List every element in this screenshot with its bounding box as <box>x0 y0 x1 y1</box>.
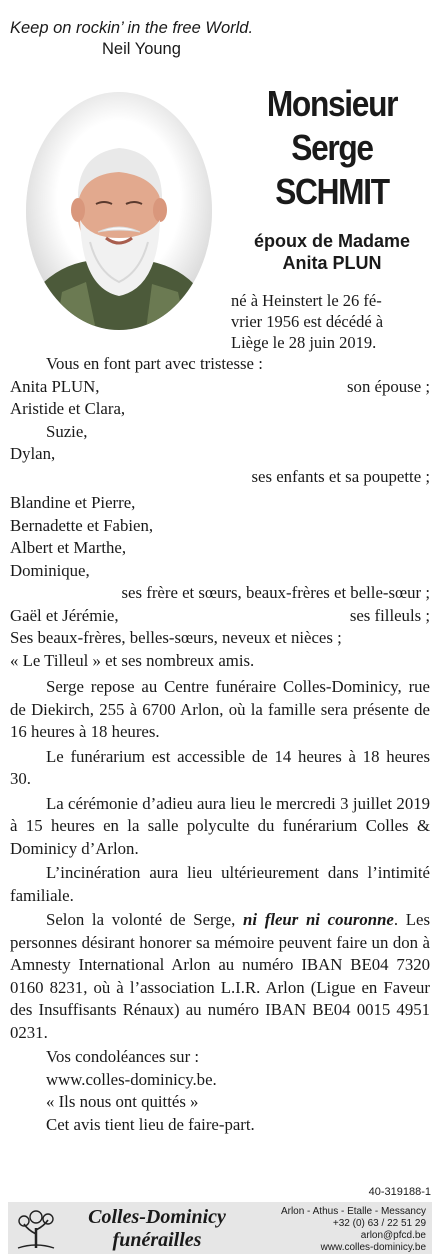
tree-logo-icon <box>14 1208 58 1250</box>
intro-text: Vous en font part avec tristesse : <box>46 354 263 373</box>
deceased-first-name: Serge <box>291 127 373 168</box>
deceased-last-name: SCHMIT <box>275 171 389 212</box>
godchildren-name: Gaël et Jérémie, <box>10 605 119 625</box>
birth-line-1: né à Heinstert le 26 fé- <box>231 291 382 310</box>
birth-line-3: Liège le 28 juin 2019. <box>231 333 377 352</box>
child-2: Suzie, <box>46 421 88 441</box>
spouse-line-1: époux de Madame <box>253 231 411 251</box>
sibling-4: Dominique, <box>10 560 90 580</box>
funeral-home-brand <box>62 1206 252 1252</box>
announcement-body <box>10 353 430 1136</box>
repose-paragraph: Serge repose au Centre funéraire Colles-Dominicy, rue de Diekirch, 255 à 6700 Arlon, où la famille sera présente de 16 heures à 18 heures. <box>10 677 430 741</box>
epigraph-text: Keep on rockin’ in the free World. <box>10 19 254 37</box>
siblings-role: ses frère et sœurs, beaux-frères et belle-sœur ; <box>121 583 430 602</box>
condolences-line: Vos condoléances sur : <box>46 1047 200 1066</box>
section-name: « Ils nous ont quittés » <box>46 1092 199 1111</box>
wish-start: Selon la volonté de Serge, <box>46 910 244 929</box>
epigraph <box>10 18 253 60</box>
wish-emphasis: ni fleur ni couronne <box>243 910 394 929</box>
spouse-line <box>226 230 438 274</box>
friends-line: « Le Tilleul » et ses nombreux amis. <box>10 650 255 670</box>
contact-web[interactable]: www.colles-dominicy.be <box>320 1242 426 1253</box>
spouse-role: son épouse ; <box>347 376 430 396</box>
contact-email[interactable]: arlon@pfcd.be <box>360 1230 426 1241</box>
brand-name: Colles-Dominicy <box>88 1206 226 1228</box>
ceremony-paragraph: La cérémonie d’adieu aura lieu le mercredi 3 juillet 2019 à 15 heures en la salle polyculte du funérarium Colles & Dominicy d’Arlon. <box>10 793 430 858</box>
deceased-title: Monsieur <box>266 83 398 124</box>
funeral-home-footer <box>8 1202 432 1254</box>
godchildren-row <box>10 605 430 628</box>
sibling-2: Bernadette et Fabien, <box>10 515 154 535</box>
godchildren-role: ses filleuls ; <box>349 605 430 625</box>
deceased-name <box>226 82 438 214</box>
sibling-3: Albert et Marthe, <box>10 538 127 557</box>
children-role: ses enfants et sa poupette ; <box>251 466 430 486</box>
reference-number: 40-319188-1 <box>368 1186 431 1198</box>
brand-tagline: funérailles <box>112 1229 202 1251</box>
wish-paragraph <box>10 909 430 1044</box>
notice-line: Cet avis tient lieu de faire-part. <box>46 1114 255 1134</box>
website-link[interactable]: www.colles-dominicy.be. <box>46 1069 217 1089</box>
birth-death-info <box>231 290 430 353</box>
portrait-illustration <box>26 92 212 330</box>
contact-phone: +32 (0) 63 / 22 51 29 <box>332 1218 426 1229</box>
cremation-paragraph: L’incinération aura lieu ultérieurement dans l’intimité familiale. <box>10 863 430 905</box>
portrait-photo <box>26 92 212 330</box>
inlaws-line: Ses beaux-frères, belles-sœurs, neveux et nièces ; <box>10 628 342 647</box>
epigraph-author: Neil Young <box>102 40 181 58</box>
child-1: Aristide et Clara, <box>10 399 126 418</box>
family-spouse-row <box>10 376 430 399</box>
spouse-line-2: Anita PLUN <box>282 253 382 273</box>
child-3: Dylan, <box>10 444 56 463</box>
contact-locations: Arlon - Athus - Etalle - Messancy <box>280 1206 426 1217</box>
birth-line-2: vrier 1956 est décédé à <box>231 312 384 331</box>
sibling-1: Blandine et Pierre, <box>10 493 136 512</box>
wish-end: . Les personnes désirant honorer sa mémoire peuvent faire un don à Amnesty International Arlon au numéro IBAN BE04 7320 0160 8231, où à l’association L.I.R. Arlon (Ligue en Faveur des Insuffisants Rénaux) au numéro IBAN BE04 0015 4951 0231. <box>10 910 430 1042</box>
funeral-home-contact <box>281 1206 426 1254</box>
funerarium-paragraph: Le funérarium est accessible de 14 heures à 18 heures 30. <box>10 746 430 788</box>
spouse-name: Anita PLUN, <box>10 376 100 396</box>
